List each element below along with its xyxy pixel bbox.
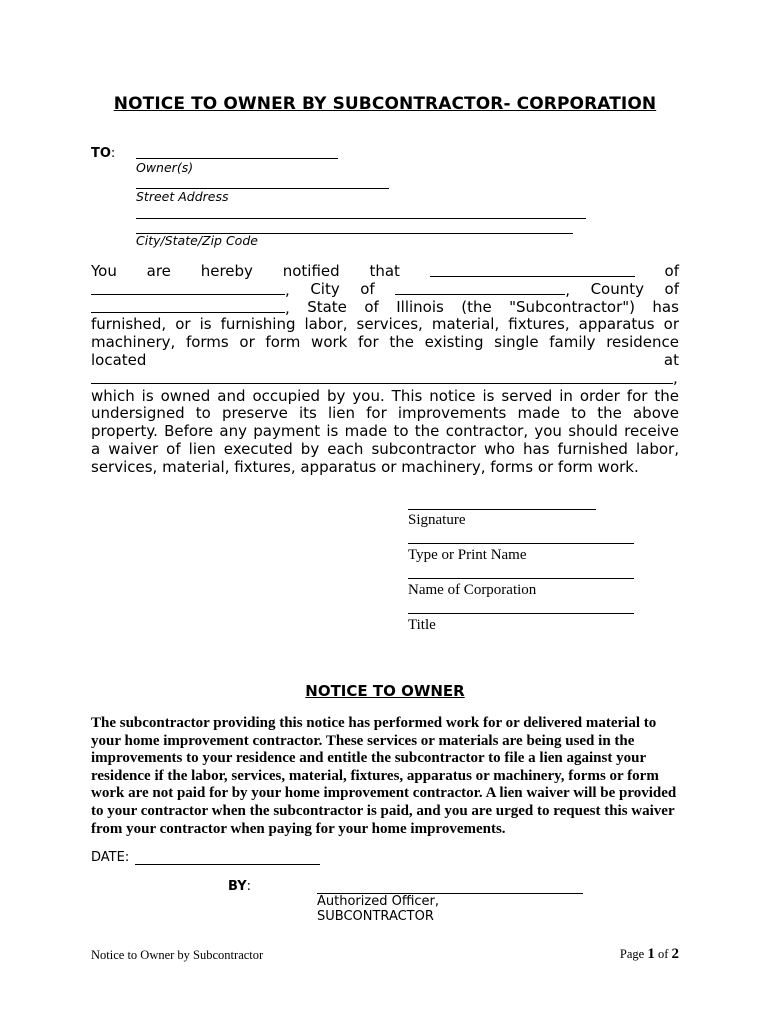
- comma: ,: [285, 280, 290, 299]
- text-subcontractor: "Subcontractor"): [509, 297, 635, 316]
- text-county: County: [590, 279, 644, 298]
- text-are: are: [146, 262, 171, 280]
- notice-heading: NOTICE TO OWNER: [305, 682, 465, 700]
- text-notified: notified: [282, 262, 340, 280]
- paragraph-line-12: services, material, fixtures, apparatus or machinery, forms or form work.: [91, 457, 639, 476]
- text-you: You: [91, 262, 117, 280]
- text-the: (the: [461, 297, 492, 316]
- title-line: [408, 613, 634, 614]
- by-label: [228, 879, 251, 894]
- owner-line: [136, 158, 338, 159]
- text-has: has: [652, 297, 679, 316]
- officer-line-1: Authorized Officer,: [317, 894, 440, 909]
- title-label: Title: [408, 617, 436, 633]
- text-state: State: [307, 297, 347, 316]
- to-label-text: TO: [91, 146, 111, 161]
- address-line-1: [136, 218, 586, 219]
- paragraph-line-5: machinery, forms or form work for the existing single family residence: [91, 333, 679, 352]
- footer-document-name: Notice to Owner by Subcontractor: [91, 948, 264, 962]
- city-blank: [91, 281, 285, 295]
- property-address-blank: [91, 370, 673, 384]
- street-caption: Street Address: [136, 189, 229, 204]
- page-word: Page: [619, 947, 645, 961]
- text-illinois: Illinois: [396, 297, 444, 316]
- footer-page-number: [620, 946, 679, 963]
- comma: ,: [285, 298, 290, 317]
- text-hereby: hereby: [200, 262, 253, 280]
- paragraph-line-7: [91, 370, 679, 388]
- paragraph-line-8: which is owned and occupied by you. This notice is served in order for the: [91, 386, 679, 405]
- paragraph-line-4: furnished, or is furnishing labor, services, material, fixtures, apparatus or: [91, 315, 679, 334]
- paragraph-line-6: [91, 352, 679, 370]
- comma: ,: [673, 368, 678, 387]
- to-label: [91, 146, 115, 161]
- to-colon: :: [110, 146, 116, 161]
- corporation-line: [408, 578, 634, 579]
- page-current: 1: [647, 946, 655, 962]
- text-of: of: [664, 279, 679, 298]
- text-of: of: [664, 262, 679, 280]
- text-of: of: [364, 297, 379, 316]
- comma: ,: [565, 280, 571, 299]
- paragraph-line-2: [91, 281, 679, 299]
- print-name-line: [408, 543, 634, 544]
- print-name-label: Type or Print Name: [408, 547, 527, 563]
- city-caption: City/State/Zip Code: [136, 233, 258, 248]
- text-of: of: [360, 279, 375, 298]
- by-colon: :: [246, 879, 252, 894]
- date-line: [135, 864, 320, 865]
- paragraph-line-10: property. Before any payment is made to the contractor, you should receive: [91, 422, 679, 441]
- paragraph-line-9: undersigned to preserve its lien for improvements made to the above: [91, 404, 679, 423]
- signature-label: Signature: [408, 512, 466, 528]
- owner-caption: Owner(s): [136, 160, 194, 175]
- notice-paragraph: [91, 263, 679, 477]
- of-word: of: [657, 947, 669, 961]
- subcontractor-name-blank: [430, 263, 635, 277]
- county-name-blank: [91, 299, 285, 313]
- by-label-text: BY: [228, 879, 247, 894]
- text-at: at: [663, 350, 679, 369]
- corporation-label: Name of Corporation: [408, 582, 537, 598]
- document-title: NOTICE TO OWNER BY SUBCONTRACTOR- CORPORATION: [113, 94, 657, 114]
- date-label: DATE:: [91, 850, 130, 865]
- text-city: City: [310, 279, 340, 298]
- signature-line: [408, 509, 596, 510]
- paragraph-line-1: [91, 263, 679, 281]
- authorized-officer: [317, 894, 439, 924]
- officer-line-2: SUBCONTRACTOR: [317, 909, 434, 924]
- county-blank: [395, 281, 565, 295]
- page-total: 2: [671, 946, 679, 962]
- notice-text: The subcontractor providing this notice has performed work for or delivered material to your home improvement contractor. These services or materials are being used in the improvements to your residence and entitle the subcontractor to file a lien against your residence if the labor, services, material, fixtures, apparatus or machinery, forms or form work are not paid for by your home improvement contractor. A lien waiver will be provided to your contractor when the subcontractor is paid, and you are urged to request this waiver from your contractor when paying for your home improvements.: [91, 715, 677, 837]
- paragraph-line-3: [91, 299, 679, 317]
- text-that: that: [369, 262, 400, 280]
- paragraph-line-11: a waiver of lien executed by each subcontractor who has furnished labor,: [91, 439, 679, 458]
- text-located: located: [91, 350, 147, 369]
